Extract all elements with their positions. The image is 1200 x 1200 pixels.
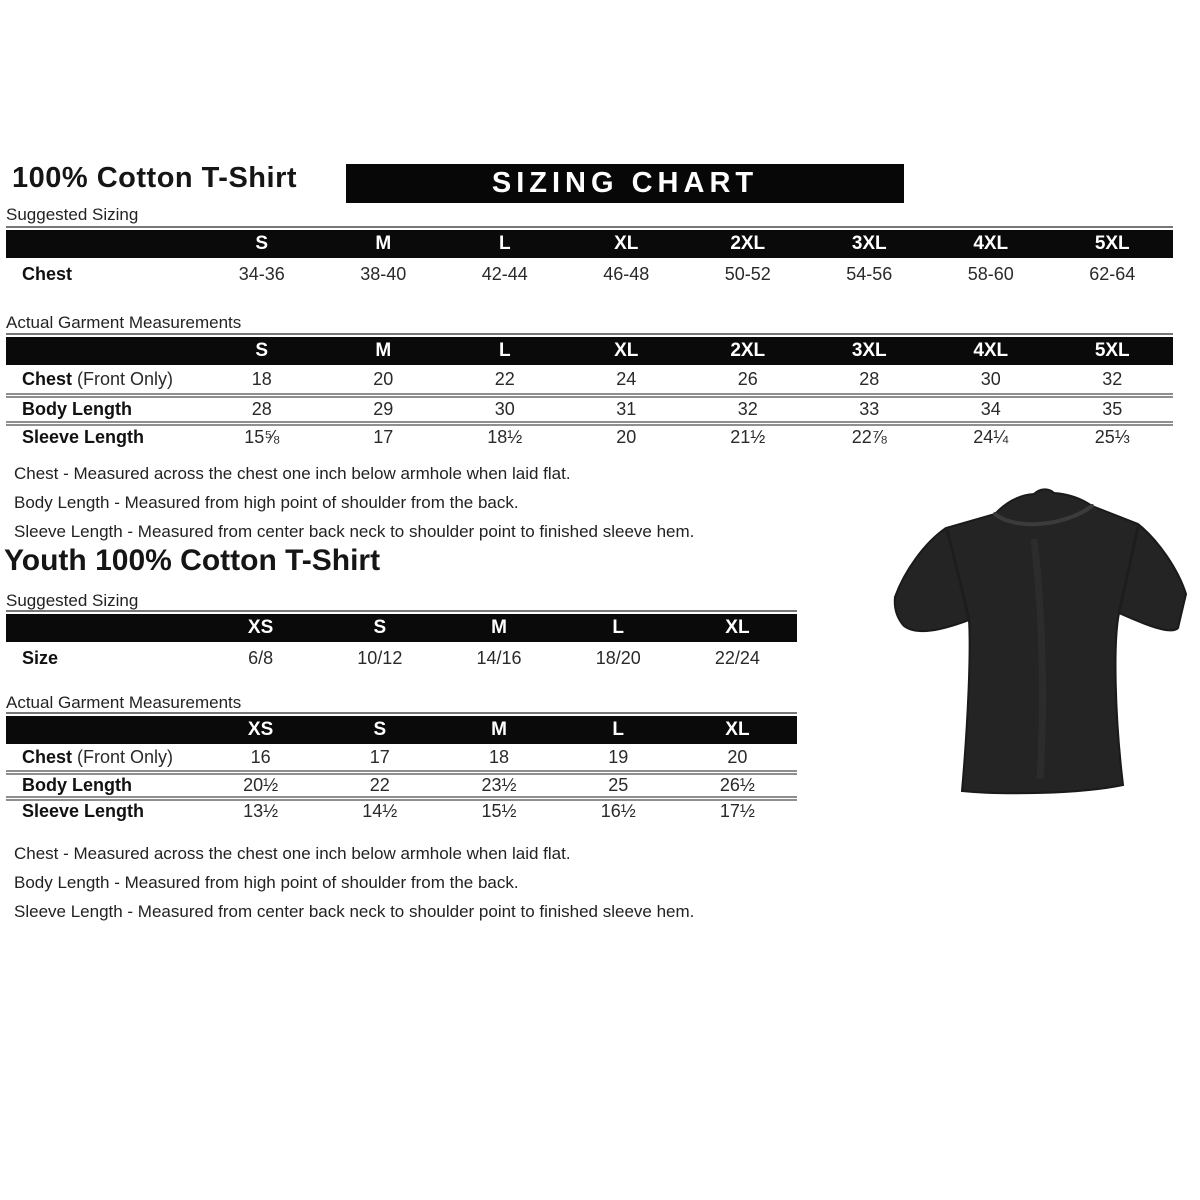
row-label — [6, 747, 201, 768]
row-label — [6, 648, 201, 669]
table-row — [6, 642, 797, 675]
value-cell: 30 — [494, 399, 515, 419]
value-cell: 35 — [1102, 399, 1123, 419]
table-header-row — [6, 230, 1173, 258]
row-label-strong: Chest — [22, 264, 73, 284]
column-header-5xl: 5XL — [1094, 233, 1130, 254]
value-cell: 23½ — [481, 775, 517, 795]
row-label-strong: Size — [22, 648, 59, 668]
note-line-body-length: Body Length - Measured from high point of shoulder from the back. — [14, 873, 519, 892]
row-label — [6, 775, 201, 796]
value-cell: 24 — [616, 368, 637, 389]
row-label — [6, 264, 201, 285]
value-cell: 25⅓ — [1094, 427, 1130, 447]
row-label-strong: Chest — [22, 368, 73, 389]
adult-measurement-notes — [14, 459, 694, 546]
value-cell: 17½ — [719, 801, 755, 821]
column-header-xl: XL — [614, 233, 639, 254]
value-cell: 26½ — [719, 775, 755, 795]
value-cell: 34-36 — [238, 264, 285, 284]
value-cell: 29 — [373, 399, 394, 419]
value-cell: 10/12 — [357, 648, 403, 668]
value-cell: 42-44 — [481, 264, 528, 284]
column-header-l: L — [498, 340, 511, 361]
value-cell: 34 — [980, 399, 1001, 419]
value-cell: 16½ — [600, 801, 636, 821]
adult-actual-measurements-table — [6, 333, 1173, 449]
column-header-xs: XS — [247, 719, 274, 740]
value-cell: 19 — [608, 746, 629, 767]
column-header-3xl: 3XL — [851, 340, 887, 361]
value-cell: 31 — [616, 399, 637, 419]
value-cell: 22/24 — [714, 648, 760, 668]
youth-section-title: Youth 100% Cotton T-Shirt — [4, 544, 381, 577]
column-header-s: S — [255, 340, 269, 361]
value-cell: 21½ — [730, 427, 766, 447]
adult-actual-measurements-label: Actual Garment Measurements — [6, 313, 242, 332]
table-header-row — [6, 716, 797, 744]
column-header-s: S — [255, 233, 269, 254]
table-top-rule — [6, 333, 1173, 335]
table-header-row — [6, 337, 1173, 365]
tshirt-image — [882, 477, 1192, 807]
value-cell: 20 — [616, 427, 637, 447]
value-cell: 22 — [494, 368, 515, 389]
row-label-strong: Sleeve Length — [22, 427, 145, 447]
value-cell: 13½ — [243, 801, 279, 821]
value-cell: 20 — [727, 746, 748, 767]
column-header-xl: XL — [614, 340, 639, 361]
row-label-strong: Body Length — [22, 775, 132, 795]
table-header-row — [6, 614, 797, 642]
row-label-suffix: (Front Only) — [72, 368, 174, 389]
value-cell: 18/20 — [595, 648, 641, 668]
value-cell: 30 — [980, 368, 1001, 389]
value-cell: 6/8 — [248, 648, 274, 668]
row-label — [6, 369, 201, 390]
table-row — [6, 770, 797, 796]
page-title: 100% Cotton T-Shirt — [12, 162, 298, 194]
note-line-chest: Chest - Measured across the chest one inch below armhole when laid flat. — [14, 844, 571, 863]
youth-suggested-sizing-table — [6, 610, 797, 675]
youth-suggested-sizing-label: Suggested Sizing — [6, 591, 139, 610]
row-label — [6, 801, 201, 822]
column-header-xs: XS — [247, 617, 274, 638]
note-line-chest: Chest - Measured across the chest one inch below armhole when laid flat. — [14, 464, 571, 483]
row-label — [6, 399, 201, 420]
youth-measurement-notes — [14, 839, 694, 926]
value-cell: 15⅝ — [244, 427, 280, 447]
column-header-l: L — [612, 617, 625, 638]
column-header-s: S — [373, 719, 387, 740]
row-label-strong: Chest — [22, 746, 73, 767]
value-cell: 22⅞ — [851, 427, 887, 447]
note-line-sleeve-length: Sleeve Length - Measured from center back neck to shoulder point to finished sleeve hem. — [14, 522, 695, 541]
value-cell: 14/16 — [476, 648, 522, 668]
table-row — [6, 365, 1173, 393]
note-line-sleeve-length: Sleeve Length - Measured from center back neck to shoulder point to finished sleeve hem. — [14, 902, 695, 921]
value-cell: 18 — [488, 746, 510, 767]
value-cell: 14½ — [362, 801, 398, 821]
adult-suggested-sizing-table — [6, 226, 1173, 291]
value-cell: 17 — [369, 746, 390, 767]
value-cell: 50-52 — [724, 264, 771, 284]
value-cell: 17 — [373, 427, 394, 447]
value-cell: 38-40 — [360, 264, 407, 284]
table-row — [6, 393, 1173, 421]
column-header-5xl: 5XL — [1094, 340, 1130, 361]
table-row — [6, 744, 797, 770]
column-header-xl: XL — [725, 617, 750, 638]
value-cell: 25 — [608, 775, 629, 795]
column-header-m: M — [375, 340, 392, 361]
row-label — [6, 427, 201, 448]
row-label-suffix: (Front Only) — [72, 746, 174, 767]
table-top-rule — [6, 226, 1173, 228]
table-row — [6, 258, 1173, 291]
sizing-chart-banner — [346, 164, 904, 203]
column-header-2xl: 2XL — [730, 233, 766, 254]
value-cell: 33 — [859, 399, 880, 419]
row-label-strong: Body Length — [22, 399, 132, 419]
table-top-rule — [6, 712, 797, 714]
value-cell: 15½ — [481, 801, 517, 821]
column-header-4xl: 4XL — [973, 233, 1009, 254]
column-header-m: M — [491, 719, 507, 740]
column-header-3xl: 3XL — [851, 233, 887, 254]
column-header-s: S — [373, 617, 387, 638]
column-header-l: L — [498, 233, 511, 254]
value-cell: 46-48 — [603, 264, 650, 284]
note-line-body-length: Body Length - Measured from high point of shoulder from the back. — [14, 493, 519, 512]
value-cell: 28 — [859, 368, 880, 389]
youth-actual-measurements-table — [6, 712, 797, 822]
value-cell: 26 — [737, 368, 758, 389]
value-cell: 62-64 — [1089, 264, 1136, 284]
column-header-m: M — [375, 233, 392, 254]
column-header-l: L — [612, 719, 625, 740]
row-label-strong: Sleeve Length — [22, 801, 145, 821]
column-header-m: M — [491, 617, 507, 638]
youth-actual-measurements-label: Actual Garment Measurements — [6, 693, 242, 712]
column-header-2xl: 2XL — [730, 340, 766, 361]
value-cell: 20½ — [243, 775, 279, 795]
value-cell: 18 — [251, 368, 272, 389]
black-tshirt-photo — [882, 477, 1192, 807]
value-cell: 20 — [373, 368, 394, 389]
value-cell: 54-56 — [846, 264, 893, 284]
value-cell: 22 — [369, 775, 390, 795]
table-row — [6, 796, 797, 822]
value-cell: 16 — [250, 746, 271, 767]
value-cell: 24¼ — [973, 427, 1009, 447]
value-cell: 32 — [737, 399, 758, 419]
table-top-rule — [6, 610, 797, 612]
value-cell: 32 — [1102, 368, 1123, 389]
value-cell: 58-60 — [967, 264, 1014, 284]
table-row — [6, 421, 1173, 449]
column-header-xl: XL — [725, 719, 750, 740]
banner-text: SIZING CHART — [491, 167, 759, 199]
adult-suggested-sizing-label: Suggested Sizing — [6, 205, 139, 224]
value-cell: 18½ — [487, 427, 523, 447]
column-header-4xl: 4XL — [973, 340, 1009, 361]
value-cell: 28 — [251, 399, 272, 419]
